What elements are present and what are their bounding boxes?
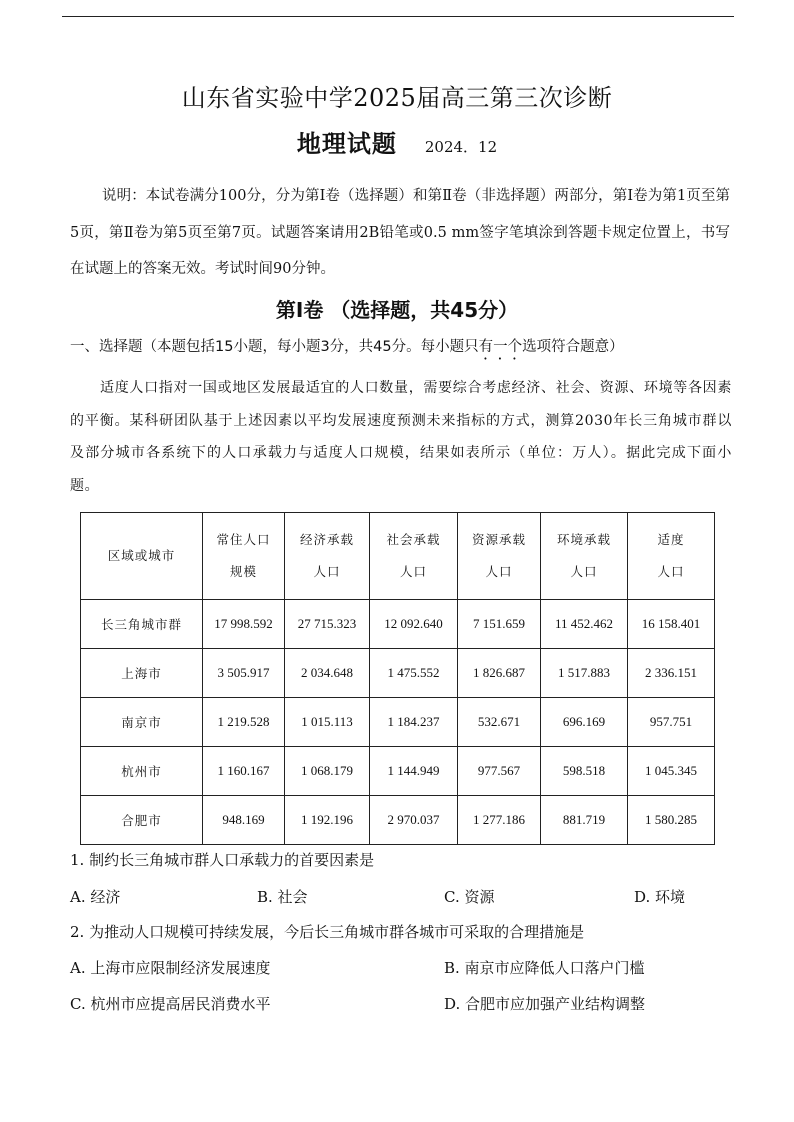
exam-instructions: 说明：本试卷满分100分，分为第Ⅰ卷（选择题）和第Ⅱ卷（非选择题）两部分，第Ⅰ卷为第1页至第5页，第Ⅱ卷为第5页至第7页。试题答案请用2B铅笔或0.5 mm签字笔填涂到答题卡规定位置上，书写在试题上的答案无效。考试时间90分钟。 bbox=[70, 188, 730, 277]
table-header-cell: 适度 人口 bbox=[628, 513, 715, 600]
population-table bbox=[80, 512, 715, 845]
table-cell: 957.751 bbox=[628, 698, 715, 747]
table-cell: 881.719 bbox=[541, 796, 628, 845]
table-row bbox=[81, 698, 715, 747]
table-cell: 1 045.345 bbox=[628, 747, 715, 796]
table-cell: 1 580.285 bbox=[628, 796, 715, 845]
table-cell: 1 219.528 bbox=[203, 698, 285, 747]
table-cell: 1 184.237 bbox=[370, 698, 458, 747]
subject-title: 地理试题 bbox=[296, 130, 397, 158]
table-cell: 1 277.186 bbox=[458, 796, 541, 845]
question-2-option-b: B. 南京市应降低人口落户门槛 bbox=[444, 959, 645, 977]
question-2-option-c: C. 杭州市应提高居民消费水平 bbox=[70, 995, 271, 1013]
table-header-cell: 经济承载 人口 bbox=[285, 513, 370, 600]
table-row bbox=[81, 796, 715, 845]
table-cell-region: 合肥市 bbox=[81, 796, 203, 845]
table-cell: 3 505.917 bbox=[203, 649, 285, 698]
top-rule bbox=[62, 16, 734, 17]
table-cell: 11 452.462 bbox=[541, 600, 628, 649]
question-header-prefix: 一、选择题（本题包括15小题，每小题3分，共45分。每小题只 bbox=[70, 339, 479, 355]
table-header-cell: 常住人口 规模 bbox=[203, 513, 285, 600]
table-cell: 1 192.196 bbox=[285, 796, 370, 845]
question-header-suffix: 选项符合题意） bbox=[522, 339, 624, 355]
table-row bbox=[81, 747, 715, 796]
table-cell: 532.671 bbox=[458, 698, 541, 747]
question-group-header bbox=[70, 336, 750, 363]
table-cell-region: 南京市 bbox=[81, 698, 203, 747]
table-cell: 1 475.552 bbox=[370, 649, 458, 698]
question-1-option-b: B. 社会 bbox=[257, 888, 308, 906]
table-cell: 1 517.883 bbox=[541, 649, 628, 698]
table-cell: 1 144.949 bbox=[370, 747, 458, 796]
question-1-option-d: D. 环境 bbox=[634, 888, 686, 906]
table-cell: 12 092.640 bbox=[370, 600, 458, 649]
question-2-option-d: D. 合肥市应加强产业结构调整 bbox=[444, 995, 646, 1013]
table-cell: 2 970.037 bbox=[370, 796, 458, 845]
exam-subtitle bbox=[0, 124, 794, 159]
exam-title: 山东省实验中学2025届高三第三次诊断 bbox=[181, 84, 613, 112]
table-cell: 1 160.167 bbox=[203, 747, 285, 796]
question-2-stem: 2. 为推动人口规模可持续发展，今后长三角城市群各城市可采取的合理措施是 bbox=[70, 923, 585, 941]
table-cell: 7 151.659 bbox=[458, 600, 541, 649]
section-title: 第Ⅰ卷 （选择题，共45分） bbox=[275, 298, 519, 322]
table-cell-region: 上海市 bbox=[81, 649, 203, 698]
table-cell: 16 158.401 bbox=[628, 600, 715, 649]
table-cell: 1 068.179 bbox=[285, 747, 370, 796]
question-1-option-c: C. 资源 bbox=[444, 888, 495, 906]
question-1-option-a: A. 经济 bbox=[70, 888, 121, 906]
table-header-cell: 环境承载 人口 bbox=[541, 513, 628, 600]
table-cell-region: 长三角城市群 bbox=[81, 600, 203, 649]
table-cell: 2 034.648 bbox=[285, 649, 370, 698]
table-cell: 17 998.592 bbox=[203, 600, 285, 649]
table-row bbox=[81, 649, 715, 698]
question-1-stem: 1. 制约长三角城市群人口承载力的首要因素是 bbox=[70, 851, 375, 869]
table-cell-region: 杭州市 bbox=[81, 747, 203, 796]
reading-passage: 适度人口指对一国或地区发展最适宜的人口数量，需要综合考虑经济、社会、资源、环境等各因素的平衡。某科研团队基于上述因素以平均发展速度预测未来指标的方式，测算2030年长三角城市群以及部分城市各系统下的人口承载力与适度人口规模，结果如表所示（单位：万人）。据此完成下面小题。 bbox=[70, 380, 732, 494]
table-cell: 948.169 bbox=[203, 796, 285, 845]
table-header-cell: 区域或城市 bbox=[81, 513, 203, 600]
table-cell: 2 336.151 bbox=[628, 649, 715, 698]
question-header-emphasis: 有一个 bbox=[478, 339, 523, 355]
table-header-row bbox=[81, 513, 715, 600]
table-cell: 27 715.323 bbox=[285, 600, 370, 649]
table-header-cell: 社会承载 人口 bbox=[370, 513, 458, 600]
table-cell: 977.567 bbox=[458, 747, 541, 796]
table-cell: 598.518 bbox=[541, 747, 628, 796]
table-cell: 696.169 bbox=[541, 698, 628, 747]
table-header-cell: 资源承载 人口 bbox=[458, 513, 541, 600]
table-cell: 1 826.687 bbox=[458, 649, 541, 698]
table-cell: 1 015.113 bbox=[285, 698, 370, 747]
question-2-option-a: A. 上海市应限制经济发展速度 bbox=[70, 959, 271, 977]
exam-date: 2024．12 bbox=[424, 138, 498, 156]
table-row bbox=[81, 600, 715, 649]
